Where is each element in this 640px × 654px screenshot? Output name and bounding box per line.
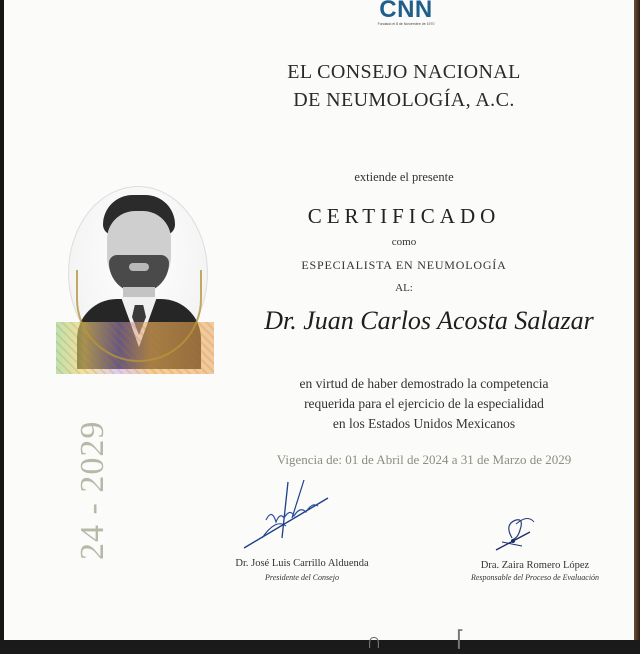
logo-subtitle: Fundado el 8 de Noviembre de 1970 [377, 22, 435, 26]
council-name-line1: EL CONSEJO NACIONAL [287, 61, 521, 83]
to-text: AL: [395, 282, 413, 294]
recipient-name: Dr. Juan Carlos Acosta Salazar [264, 306, 594, 335]
logo-mark: CNN [379, 0, 433, 23]
extends-text: extiende el presente [354, 170, 454, 184]
validity-dates: Vigencia de: 01 de Abril de 2024 a 31 de Marzo de 2029 [276, 452, 572, 467]
signature-evaluator-icon [490, 516, 540, 556]
scan-border-right [634, 0, 640, 640]
reason-line: requerida para el ejercicio de la especialidad [304, 396, 544, 411]
reason-line: en los Estados Unidos Mexicanos [332, 416, 516, 431]
signer-evaluator-name: Dra. Zaira Romero López [480, 560, 590, 571]
council-name-line2: DE NEUMOLOGÍA, A.C. [293, 89, 515, 111]
scan-border-left [0, 0, 4, 640]
signer-evaluator-role: Responsable del Proceso de Evaluación [470, 573, 600, 582]
reason-line: en virtud de haber demostrado la competencia [299, 376, 549, 391]
year-watermark: 24 - 2029 [74, 420, 111, 560]
cutoff-mark: ⌈ [456, 626, 465, 651]
specialty-text: ESPECIALISTA EN NEUMOLOGÍA [301, 258, 507, 272]
signer-president-name: Dr. José Luis Carrillo Alduenda [235, 558, 369, 569]
cutoff-mark: ∩ [366, 628, 382, 653]
certificate-title: CERTIFICADO [307, 204, 501, 228]
signature-president-icon [236, 478, 336, 552]
as-text: como [391, 236, 417, 248]
signer-president-role: Presidente del Consejo [265, 573, 339, 582]
council-name [204, 58, 604, 114]
cnn-logo [364, 0, 448, 32]
reason-text [234, 374, 614, 434]
certificate-page [4, 0, 634, 653]
